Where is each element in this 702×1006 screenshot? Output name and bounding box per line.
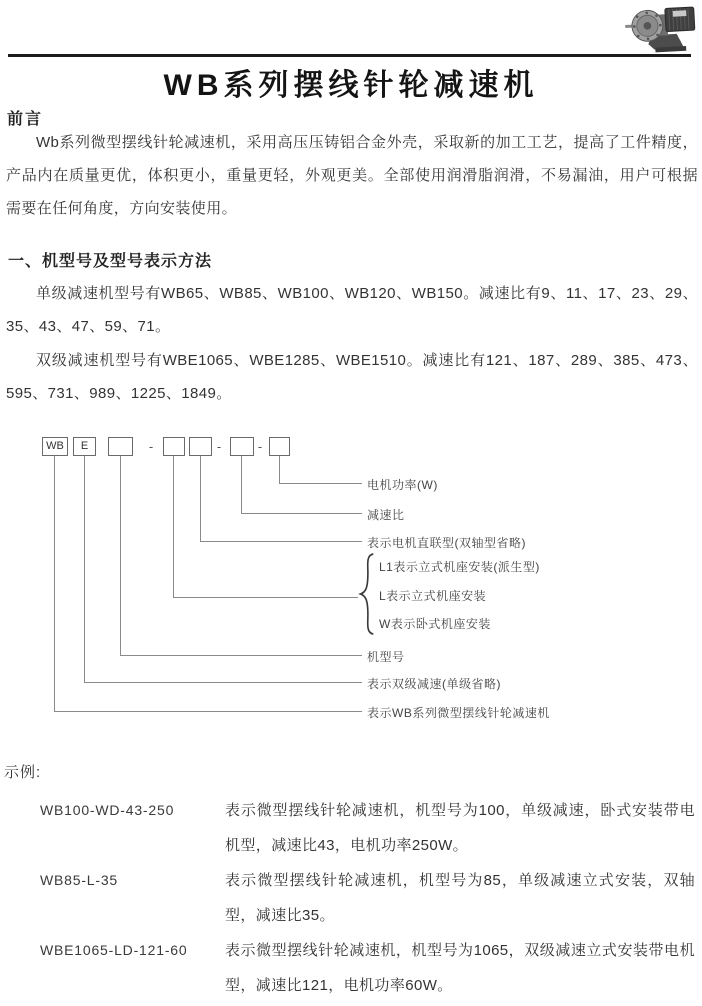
example-model-code: WB85-L-35 <box>40 872 119 888</box>
preface-heading: 前言 <box>7 111 44 128</box>
diagram-line <box>173 597 358 598</box>
examples-heading: 示例: <box>4 764 42 781</box>
example-row <box>0 863 702 933</box>
diagram-line <box>120 456 121 655</box>
section1-heading: 一、机型号及型号表示方法 <box>8 253 213 270</box>
diagram-box-power <box>269 437 290 456</box>
diagram-box-e: E <box>73 437 96 456</box>
label-model-no: 机型号 <box>367 650 405 664</box>
label-series: 表示WB系列微型摆线针轮减速机 <box>367 706 550 720</box>
diagram-dash-2: - <box>216 439 222 454</box>
section1-paragraph-single-stage: 单级减速机型号有WB65、WB85、WB100、WB120、WB150。减速比有9、11、17、23、29、35、43、47、59、71。 <box>6 285 698 335</box>
diagram-line <box>54 456 55 711</box>
diagram-box-model <box>108 437 133 456</box>
diagram-line <box>54 711 362 712</box>
label-mount-w: W表示卧式机座安装 <box>379 617 491 631</box>
diagram-line <box>84 456 85 682</box>
brace-icon <box>358 552 376 636</box>
example-description: 表示微型摆线针轮减速机，机型号为100，单级减速，卧式安装带电机型，减速比43，电机功率250W。 <box>225 802 695 854</box>
page-title: WB系列摆线针轮减速机 <box>163 69 539 102</box>
diagram-dash-3: - <box>257 439 263 454</box>
examples-list <box>0 793 702 1003</box>
label-direct-type: 表示电机直联型(双轴型省略) <box>367 536 526 550</box>
header-rule <box>8 54 691 57</box>
diagram-line <box>200 456 201 541</box>
example-description: 表示微型摆线针轮减速机，机型号为1065，双级减速立式安装带电机型，减速比121，电机功率60W。 <box>225 942 695 994</box>
gear-motor-photo-icon <box>624 2 698 54</box>
label-ratio: 减速比 <box>367 508 405 522</box>
diagram-dash-1: - <box>148 439 154 454</box>
diagram-line <box>84 682 362 683</box>
diagram-line <box>173 456 174 597</box>
example-row <box>0 793 702 863</box>
diagram-line <box>279 456 280 483</box>
label-motor-power: 电机功率(W) <box>367 478 438 492</box>
diagram-line <box>241 456 242 513</box>
diagram-line <box>200 541 362 542</box>
diagram-box-wb: WB <box>42 437 68 456</box>
example-model-code: WBE1065-LD-121-60 <box>40 942 188 958</box>
label-mount-l1: L1表示立式机座安装(派生型) <box>379 560 540 574</box>
label-mount-l: L表示立式机座安装 <box>379 589 487 603</box>
example-description: 表示微型摆线针轮减速机，机型号为85，单级减速立式安装，双轴型，减速比35。 <box>225 872 695 924</box>
section1-paragraph-double-stage: 双级减速机型号有WBE1065、WBE1285、WBE1510。减速比有121、187、289、385、473、595、731、989、1225、1849。 <box>6 352 698 402</box>
label-double-stage: 表示双级减速(单级省略) <box>367 677 501 691</box>
diagram-box-direct <box>189 437 212 456</box>
diagram-line <box>279 483 362 484</box>
preface-paragraph: Wb系列微型摆线针轮减速机，采用高压压铸铝合金外壳，采取新的加工工艺，提高了工件精度，产品内在质量更优，体积更小，重量更轻，外观更美。全部使用润滑脂润滑，不易漏油，用户可根据需要在任何角度，方向安装使用。 <box>6 134 698 217</box>
diagram-line <box>120 655 362 656</box>
example-row <box>0 933 702 1003</box>
diagram-box-mount <box>163 437 185 456</box>
diagram-box-ratio <box>230 437 254 456</box>
diagram-line <box>241 513 362 514</box>
example-model-code: WB100-WD-43-250 <box>40 802 175 818</box>
